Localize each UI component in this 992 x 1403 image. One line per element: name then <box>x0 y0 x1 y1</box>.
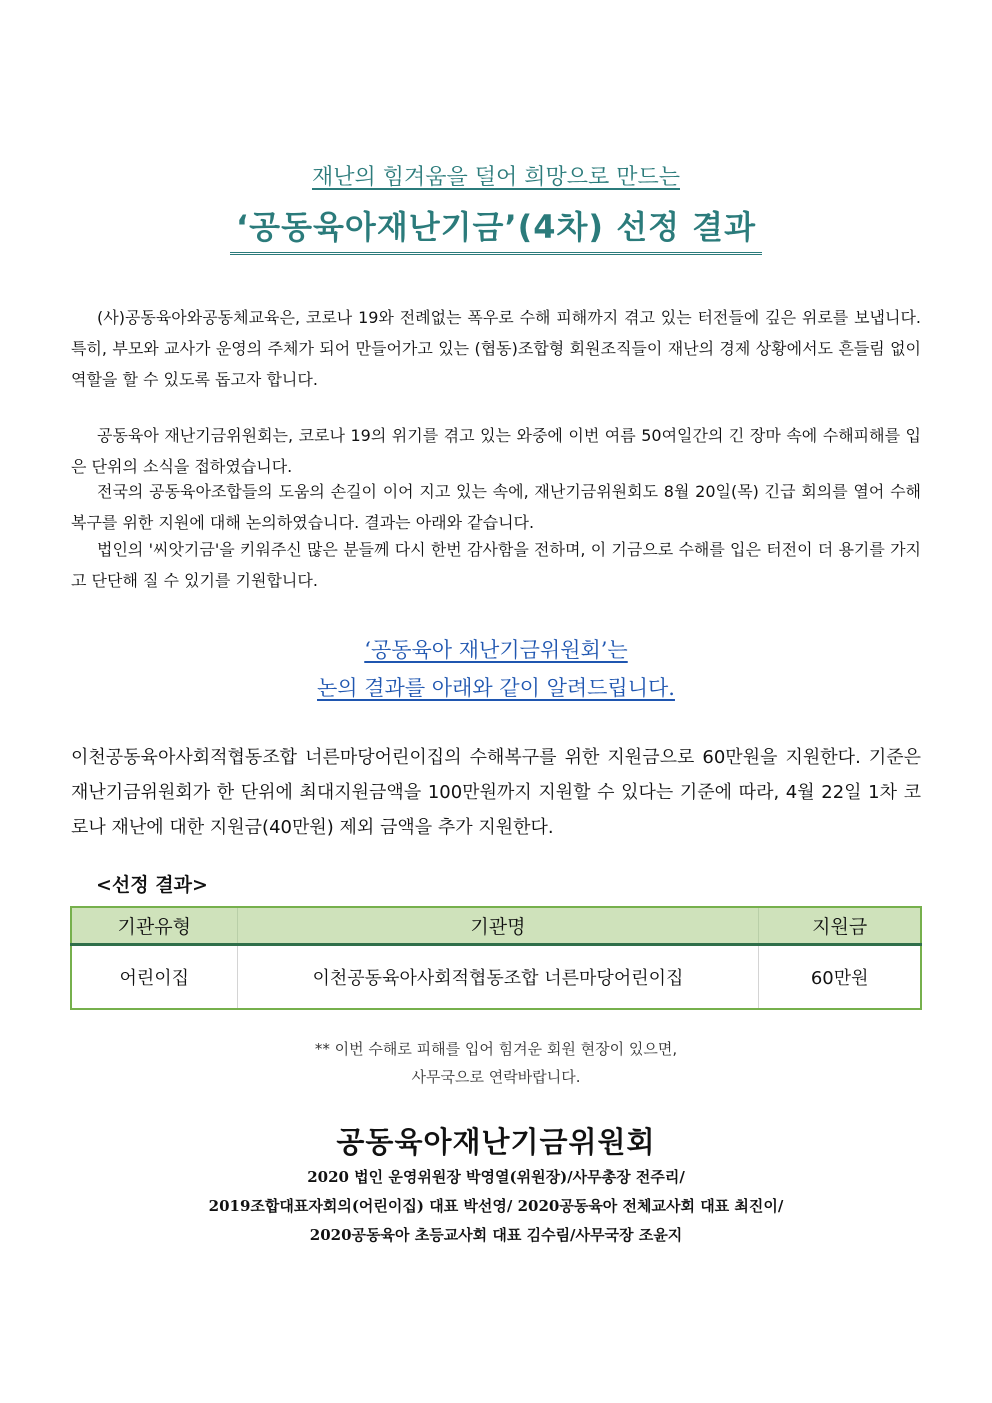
subtitle-text: 재난의 힘겨움을 덜어 희망으로 만드는 <box>311 165 680 190</box>
committee-name: 공동육아재난기금위원회 <box>336 1125 656 1159</box>
result-paragraph: 이천공동육아사회적협동조합 너른마당어린이집의 수해복구를 위한 지원금으로 60만원을 지원한다. 기준은 재난기금위원회가 한 단위에 최대지원금액을 100만원까지 지원할 수 있다는 기준에 따라, 4월 22일 1차 코로나 재난에 대한 지원금(40만원) 제외 금액을 추가 지원한다. <box>71 747 921 838</box>
notice-line-2-text: 논의 결과를 아래와 같이 알려드립니다. <box>317 676 675 700</box>
cell-org-name: 이천공동육아사회적협동조합 너른마당어린이집 <box>237 945 759 1010</box>
notice-line-1 <box>0 634 992 664</box>
selection-title: <선정 결과> <box>96 874 208 896</box>
notice-line-1-text: ‘공동육아 재난기금위원회’는 <box>364 638 628 662</box>
intro-paragraph: (사)공동육아와공동체교육은, 코로나 19와 전례없는 폭우로 수해 피해까지 겪고 있는 터전들에 깊은 위로를 보냅니다. 특히, 부모와 교사가 운영의 주체가 되어 만들어가고 있는 (협동)조합형 회원조직들이 재난의 경제 상황에서도 흔들림 없이 역할을 할 수 있도록 돕고자 합니다. <box>71 308 921 389</box>
thanks-paragraph: 법인의 '씨앗기금'을 키워주신 많은 분들께 다시 한번 감사함을 전하며, 이 기금으로 수해를 입은 터전이 더 용기를 가지고 단단해 질 수 있기를 기원합니다. <box>71 540 921 590</box>
title-text: ‘공동육아재난기금’(4차) 선정 결과 <box>230 202 762 255</box>
document-title <box>0 202 992 255</box>
header-amount: 지원금 <box>759 907 921 945</box>
selection-table <box>70 906 922 1010</box>
document-subtitle <box>0 160 992 191</box>
contact-note-2: 사무국으로 연락바랍니다. <box>411 1068 581 1086</box>
cell-org-type: 어린이집 <box>119 968 190 989</box>
member-line-1: 2020 법인 운영위원장 박영열(위원장)/사무총장 전주리/ <box>307 1168 685 1186</box>
member-line-2: 2019조합대표자회의(어린이집) 대표 박선영/ 2020공동육아 전체교사회 대표 최진이/ <box>208 1197 784 1215</box>
cell-amount: 60만원 <box>759 945 921 1010</box>
meeting-paragraph: 전국의 공동육아조합들의 도움의 손길이 이어 지고 있는 속에, 재난기금위원회도 8월 20일(목) 긴급 회의를 열어 수해복구를 위한 지원에 대해 논의하였습니다. 결과는 아래와 같습니다. <box>71 482 921 532</box>
table-row <box>71 945 921 1010</box>
header-org-name: 기관명 <box>237 907 759 945</box>
committee-paragraph: 공동육아 재난기금위원회는, 코로나 19의 위기를 겪고 있는 와중에 이번 여름 50여일간의 긴 장마 속에 수해피해를 입은 단위의 소식을 접하였습니다. <box>71 426 921 476</box>
header-org-type: 기관유형 <box>71 907 237 945</box>
table-header-row <box>71 907 921 945</box>
notice-line-2 <box>0 672 992 702</box>
contact-note-1: ** 이번 수해로 피해를 입어 힘겨운 회원 현장이 있으면, <box>314 1040 678 1058</box>
member-line-3: 2020공동육아 초등교사회 대표 김수림/사무국장 조윤지 <box>309 1226 683 1244</box>
